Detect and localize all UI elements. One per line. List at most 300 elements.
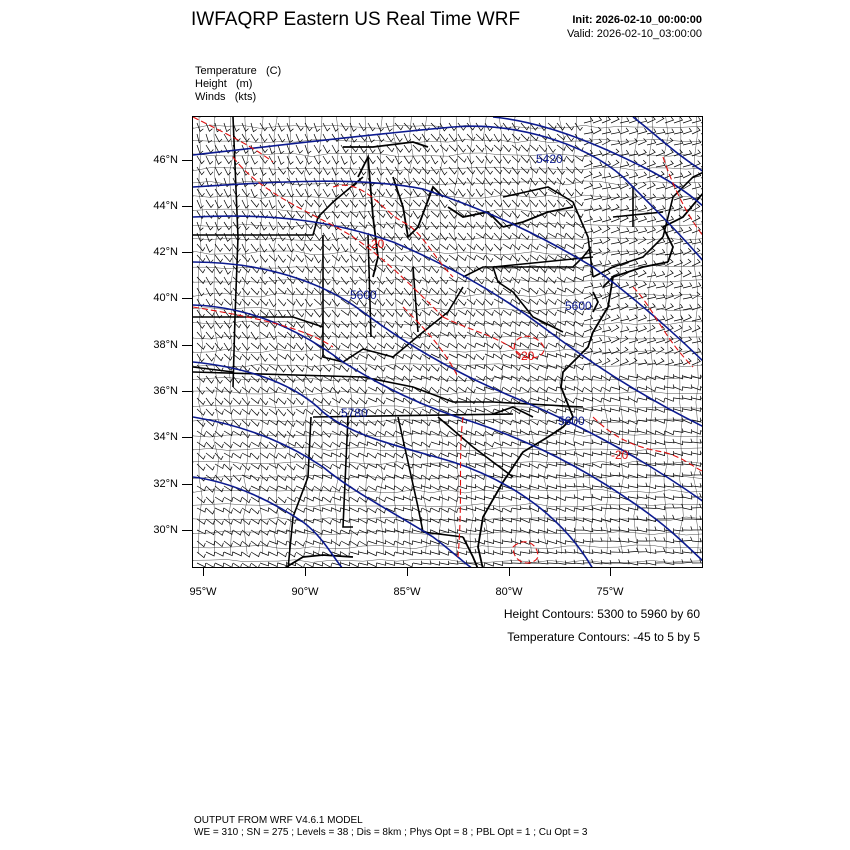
wind-barb (260, 167, 266, 175)
wind-barb (521, 233, 529, 239)
wind-barb (215, 255, 223, 262)
wind-barb (476, 134, 484, 140)
wind-barb (701, 217, 703, 223)
wind-barb (413, 550, 422, 554)
wind-barb (395, 178, 403, 185)
wind-barb (413, 561, 422, 565)
wind-barb (449, 156, 457, 163)
wind-barb (359, 561, 368, 565)
wind-barb (674, 407, 683, 411)
wind-barb (575, 266, 584, 271)
wind-barb (287, 244, 294, 252)
wind-barb (206, 123, 212, 131)
wind-barb (530, 397, 539, 401)
wind-barb (692, 259, 700, 266)
wind-barb (233, 442, 242, 447)
wind-barb (575, 343, 584, 347)
wind-barb (575, 526, 584, 530)
wind-barb (683, 326, 691, 332)
wind-barb (620, 327, 629, 333)
wind-barb (485, 398, 494, 402)
wind-barb (332, 299, 340, 306)
wind-barb (215, 321, 223, 328)
wind-barb (458, 442, 467, 447)
wind-barb (431, 508, 440, 512)
wind-barb (350, 541, 359, 546)
wind-barb (359, 123, 366, 131)
wind-barb (233, 398, 241, 404)
wind-barb (305, 508, 314, 512)
wind-barb (611, 483, 620, 487)
wind-barb (512, 156, 520, 162)
footer-config: WE = 310 ; SN = 275 ; Levels = 38 ; Dis = 8km ; Phys Opt = 8 ; PBL Opt = 1 ; Cu Opt = 3 (194, 827, 588, 838)
wind-barb (692, 386, 701, 390)
wind-barb (206, 464, 214, 470)
wind-barb (485, 550, 494, 554)
wind-barb (602, 248, 610, 255)
wind-barb (278, 277, 286, 284)
wind-barb (305, 299, 313, 306)
wind-barb (593, 375, 602, 379)
wind-barb (494, 288, 502, 294)
wind-barb (557, 200, 565, 207)
latitude-tick (182, 345, 192, 346)
wind-barb (305, 354, 313, 360)
wind-barb (575, 321, 584, 326)
wind-barb (206, 409, 214, 416)
wind-barb (233, 288, 241, 295)
wind-barb (494, 452, 503, 456)
wind-barb (566, 189, 574, 196)
wind-barb (566, 156, 574, 163)
wind-barb (584, 216, 593, 222)
wind-barb (539, 475, 548, 479)
wind-barb (638, 483, 647, 487)
wind-barb (314, 376, 322, 381)
wind-barb (449, 486, 458, 491)
wind-barb (332, 167, 339, 175)
wind-barb (485, 529, 494, 533)
wind-barb (341, 277, 349, 284)
wind-barb (422, 550, 431, 554)
wind-barb (197, 508, 206, 512)
wind-barb (404, 409, 412, 415)
wind-barb (224, 464, 232, 470)
wind-barb (467, 517, 476, 521)
wind-barb (206, 321, 213, 329)
wind-barb (539, 167, 547, 173)
wind-barb (494, 244, 502, 251)
wind-barb (656, 358, 664, 365)
wind-barb (296, 508, 305, 512)
wind-barb (440, 321, 448, 327)
wind-barb (647, 303, 655, 310)
wind-barb (548, 277, 556, 283)
wind-barb (422, 485, 431, 489)
wind-barb (368, 563, 377, 567)
wind-barb (296, 409, 305, 414)
wind-barb (278, 365, 286, 372)
wind-barb (413, 255, 421, 262)
wind-barb (224, 442, 232, 448)
wind-barb (314, 354, 323, 359)
wind-barb (197, 266, 205, 273)
wind-barb (359, 453, 368, 457)
wind-barb (503, 178, 511, 185)
wind-barb (440, 233, 448, 240)
wind-barb (683, 117, 692, 123)
wind-barb (440, 211, 448, 218)
wind-barb (503, 538, 512, 542)
wind-barb (458, 397, 467, 401)
latitude-tick (182, 298, 192, 299)
wind-barb (503, 354, 512, 358)
wind-barb (467, 538, 476, 542)
wind-barb (314, 255, 321, 263)
wind-barb (197, 398, 205, 405)
wind-barb (278, 134, 285, 142)
wind-barb (341, 497, 350, 501)
wind-barb (197, 167, 204, 175)
wind-barb (611, 117, 619, 123)
wind-barb (386, 189, 393, 197)
wind-barb (431, 145, 439, 152)
wind-barb (233, 453, 242, 458)
wind-barb (251, 354, 259, 360)
wind-barb (215, 211, 222, 219)
wind-barb (341, 167, 349, 174)
wind-barb (224, 211, 231, 219)
wind-barb (647, 549, 656, 553)
wind-barb (377, 431, 386, 435)
wind-barb (620, 538, 629, 542)
wind-barb (305, 365, 313, 371)
wind-barb (287, 288, 295, 295)
wind-barb (332, 343, 340, 349)
wind-barb (539, 255, 547, 260)
wind-barb (269, 475, 277, 481)
wind-barb (539, 353, 548, 357)
wind-barb (440, 222, 448, 228)
wind-barb (656, 117, 664, 123)
wind-barb (215, 563, 224, 567)
wind-barb (494, 442, 503, 446)
wind-barb (494, 233, 502, 240)
wind-barb (683, 171, 691, 178)
wind-barb (566, 473, 575, 477)
wind-barb (629, 428, 638, 432)
wind-barb (278, 464, 286, 470)
wind-barb (197, 420, 205, 426)
wind-barb (278, 354, 287, 359)
wind-barb (431, 211, 439, 217)
wind-barb (377, 551, 386, 555)
wind-barb (665, 483, 674, 487)
wind-barb (377, 528, 386, 532)
wind-barb (701, 538, 703, 542)
wind-barb (341, 244, 348, 252)
wind-barb (458, 475, 467, 479)
wind-barb (458, 551, 467, 555)
wind-barb (530, 299, 538, 305)
wind-barb (638, 270, 646, 277)
wind-barb (539, 560, 548, 564)
wind-barb (386, 398, 395, 402)
wind-barb (269, 343, 277, 349)
wind-barb (476, 550, 485, 554)
wind-barb (620, 528, 629, 532)
wind-barb (575, 387, 584, 392)
wind-barb (296, 398, 304, 405)
wind-barb (620, 429, 629, 433)
wind-barb (539, 288, 547, 294)
wind-barb (350, 387, 359, 392)
longitude-label: 90°W (291, 586, 319, 598)
wind-barb (440, 508, 449, 512)
wind-barb (683, 128, 692, 134)
wind-barb (440, 332, 449, 336)
wind-barb (602, 550, 611, 554)
wind-barb (692, 451, 701, 455)
wind-barb (566, 517, 575, 521)
wind-barb (494, 527, 503, 531)
wind-barb (341, 255, 349, 262)
wind-barb (476, 365, 485, 369)
wind-barb (323, 497, 332, 502)
wind-barb (530, 167, 538, 173)
wind-barb (566, 244, 575, 249)
wind-barb (332, 189, 339, 197)
wind-barb (224, 387, 232, 394)
wind-barb (557, 288, 566, 292)
wind-barb (458, 453, 467, 457)
wind-barb (368, 354, 376, 360)
wind-barb (584, 485, 593, 489)
wind-barb (206, 398, 214, 405)
wind-barb (548, 343, 557, 347)
wind-barb (305, 563, 314, 567)
wind-barb (305, 431, 314, 435)
wind-barb (557, 134, 565, 140)
wind-barb (647, 216, 656, 222)
wind-barb (593, 407, 602, 411)
wind-barb (638, 128, 647, 134)
wind-barb (215, 497, 224, 502)
wind-barb (305, 486, 314, 491)
wind-barb (314, 453, 323, 458)
wind-barb (458, 266, 466, 272)
wind-barb (278, 200, 285, 208)
temp-label-lakes: -20 (367, 237, 385, 251)
wind-barb (206, 222, 213, 230)
wind-barb (512, 441, 521, 445)
wind-barb (530, 485, 539, 489)
wind-barb (386, 561, 395, 565)
wind-barb (269, 200, 275, 208)
wind-barb (296, 541, 305, 546)
wind-barb (377, 332, 385, 338)
wind-barb (611, 495, 620, 499)
wind-barb (458, 343, 466, 349)
wind-barb (332, 508, 341, 512)
wind-barb (287, 365, 295, 372)
wind-barb (629, 527, 638, 531)
wind-barb (629, 374, 638, 378)
wind-barb (332, 496, 341, 500)
wind-barb (629, 398, 638, 402)
wind-barb (296, 431, 305, 435)
wind-barb (548, 550, 557, 554)
wind-barb (431, 398, 440, 402)
wind-barb (656, 431, 665, 435)
wind-barb (206, 497, 214, 503)
wind-barb (404, 310, 412, 317)
wind-barb (368, 453, 377, 458)
wind-barb (233, 464, 241, 470)
wind-barb (404, 528, 413, 532)
wind-barb (206, 145, 213, 153)
wind-barb (341, 507, 350, 511)
map-panel (192, 116, 703, 568)
wind-barb (395, 299, 403, 304)
wind-barb (620, 387, 629, 391)
latitude-label: 30°N (153, 524, 178, 536)
wind-barb (611, 417, 620, 421)
wind-barb (206, 200, 214, 208)
wind-barb (530, 277, 539, 281)
wind-barb (701, 407, 703, 411)
wind-barb (638, 360, 647, 366)
wind-barb (602, 358, 610, 365)
wind-barb (377, 299, 385, 306)
wind-barb (242, 420, 250, 426)
wind-barb (251, 255, 258, 263)
wind-barb (692, 127, 700, 134)
wind-barb (368, 189, 376, 195)
wind-barb (305, 551, 314, 555)
wind-barb (323, 156, 330, 164)
wind-barb (512, 332, 521, 336)
wind-barb (323, 123, 330, 131)
wind-barb (530, 288, 538, 294)
wind-barb (251, 156, 258, 164)
wind-barb (350, 343, 359, 348)
wind-barb (350, 244, 357, 252)
wind-barb (656, 184, 665, 189)
wind-barb (269, 464, 278, 468)
wind-barb (638, 216, 647, 222)
wind-barb (242, 497, 250, 503)
wind-barb (683, 315, 691, 322)
wind-barb (449, 387, 458, 392)
wind-barb (251, 365, 259, 371)
wind-barb (530, 474, 539, 478)
wind-barb (593, 117, 602, 123)
wind-barb (359, 441, 368, 445)
wind-barb (683, 537, 692, 541)
wind-barb (566, 123, 574, 130)
wind-barb (548, 529, 557, 533)
wind-barb (611, 505, 620, 509)
wind-barb (701, 473, 703, 477)
wind-barb (548, 440, 557, 444)
wind-barb (332, 211, 340, 218)
wind-barb (638, 418, 647, 422)
wind-barb (422, 343, 430, 349)
longitude-label: 85°W (393, 586, 421, 598)
wind-barb (683, 429, 692, 433)
wind-barb (278, 552, 287, 557)
wind-barb (449, 134, 457, 141)
wind-barb (278, 299, 286, 306)
wind-barb (566, 528, 575, 532)
wind-barb (197, 552, 205, 558)
wind-barb (674, 517, 683, 521)
wind-barb (422, 540, 431, 544)
wind-barb (386, 255, 394, 261)
field-temperature: Temperature (C) (195, 65, 282, 77)
wind-barb (701, 419, 703, 423)
height-label-5420: 5420 (536, 152, 563, 166)
wind-barb (350, 398, 358, 404)
wind-barb (611, 160, 619, 167)
wind-barb (260, 134, 267, 142)
wind-barb (503, 233, 511, 239)
wind-barb (323, 563, 332, 567)
wind-barb (665, 496, 674, 500)
wind-barb (575, 200, 583, 206)
wind-barb (494, 508, 503, 512)
wind-barb (413, 409, 421, 415)
field-height: Height (m) (195, 78, 253, 90)
wind-barb (665, 149, 673, 156)
temp-label-atlantic: -20 (611, 448, 629, 462)
wind-barb (476, 222, 484, 229)
wind-barb (674, 140, 683, 145)
wind-barb (620, 347, 628, 354)
wind-barb (521, 529, 530, 533)
wind-barb (413, 233, 421, 240)
wind-barb (260, 562, 269, 566)
wind-barb (656, 493, 665, 497)
wind-barb (701, 272, 703, 277)
wind-barb (332, 409, 340, 415)
wind-barb (386, 310, 394, 316)
wind-barb (584, 206, 593, 211)
wind-barb (233, 497, 242, 502)
wind-barb (566, 277, 575, 281)
wind-barb (566, 288, 575, 293)
wind-barb (593, 387, 602, 392)
wind-barb (521, 463, 530, 467)
wind-barb (278, 332, 286, 338)
wind-barb (440, 453, 449, 457)
wind-barb (422, 288, 431, 293)
wind-barb (692, 483, 701, 487)
wind-barb (305, 288, 313, 294)
wind-barb (269, 365, 277, 370)
wind-barb (701, 336, 703, 343)
wind-barb (521, 178, 529, 184)
wind-barb (314, 310, 322, 317)
wind-barb (305, 497, 314, 501)
wind-barb (557, 451, 566, 455)
wind-barb (530, 332, 538, 338)
wind-barb (260, 343, 268, 350)
wind-barb (656, 537, 665, 541)
wind-barb (494, 551, 503, 555)
wind-barb (638, 326, 646, 332)
